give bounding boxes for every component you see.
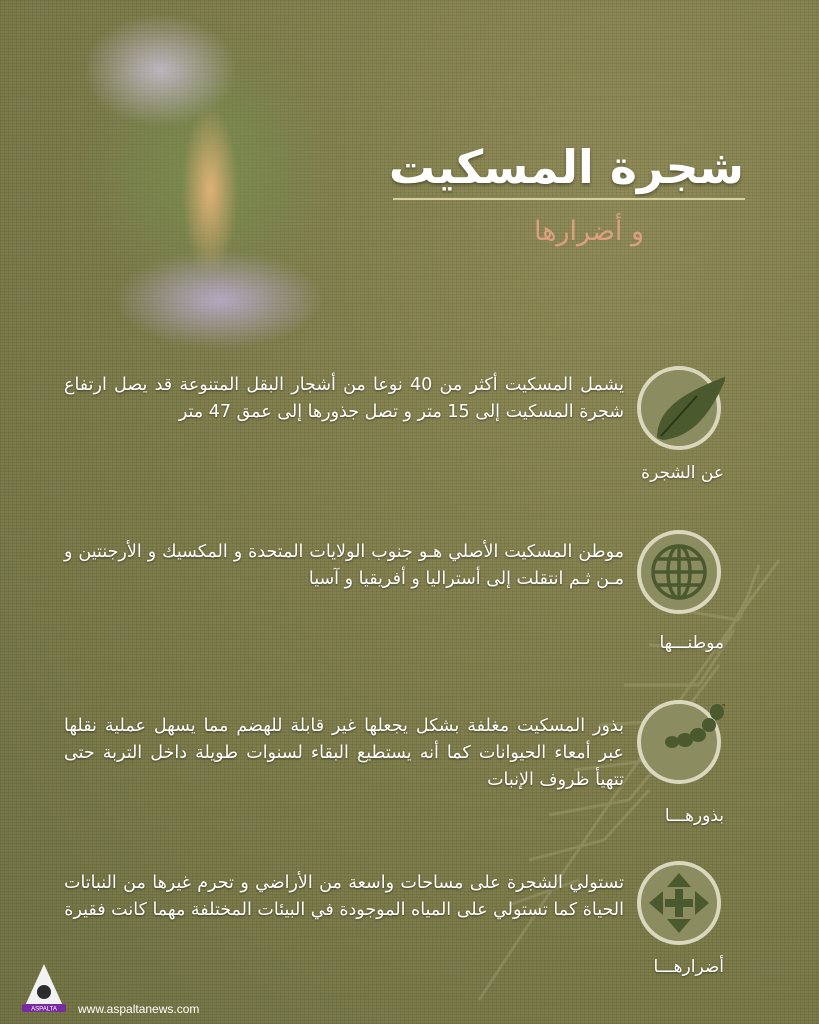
habitat-text: موطن المسكيت الأصلي هـو جنوب الولايات المتحدة و المكسيك و الأرجنتين و مـن ثـم انتقلت إلى أستراليا و أفريقيا و آسيا xyxy=(64,542,624,589)
page-subtitle: و أضرارها xyxy=(534,216,644,247)
seed-pod-icon xyxy=(641,704,725,788)
svg-text:ASPALTA: ASPALTA xyxy=(31,1006,57,1013)
globe-icon xyxy=(641,534,725,618)
seeds-label: بذورهـــا xyxy=(664,806,724,826)
about-tree-text: يشمل المسكيت أكثر من 40 نوعا من أشجار البقل المتنوعة قد يصل ارتفاع شجرة المسكيت إلى 15 متر و تصل جذورها إلى عمق 47 متر xyxy=(64,375,625,422)
damage-label: أضرارهـــا xyxy=(653,957,724,977)
leaf-icon xyxy=(641,370,725,454)
seeds-text: بذور المسكيت مغلفة بشكل يجعلها غير قابلة للهضم مما يسهل عملية نقلها عبر أمعاء الحيوانات كما أنه يستطيع البقاء لسنوات طويلة داخل التربة حتى تتهيأ ظروف الإنبات xyxy=(64,716,624,790)
about-tree-label: عن الشجرة xyxy=(641,463,724,483)
page-title: شجرة المسكيت xyxy=(388,140,744,194)
habitat-label: موطنـــها xyxy=(659,633,724,653)
website-link[interactable]: www.aspaltanews.com xyxy=(78,1002,200,1016)
globe-icon-circle xyxy=(637,530,721,614)
title-divider xyxy=(393,198,745,200)
aspalta-logo xyxy=(20,962,68,1016)
expand-arrows-icon-circle xyxy=(637,861,721,945)
damage-text: تستولي الشجرة على مساحات واسعة من الأراضي و تحرم غيرها من النباتات الحياة كما تستولي على المياه الموجودة في البيئات المختلفة مهما كانت فقيرة xyxy=(64,873,624,920)
expand-arrows-icon xyxy=(641,865,725,949)
seed-pod-icon-circle xyxy=(637,700,721,784)
leaf-icon-circle xyxy=(637,366,721,450)
